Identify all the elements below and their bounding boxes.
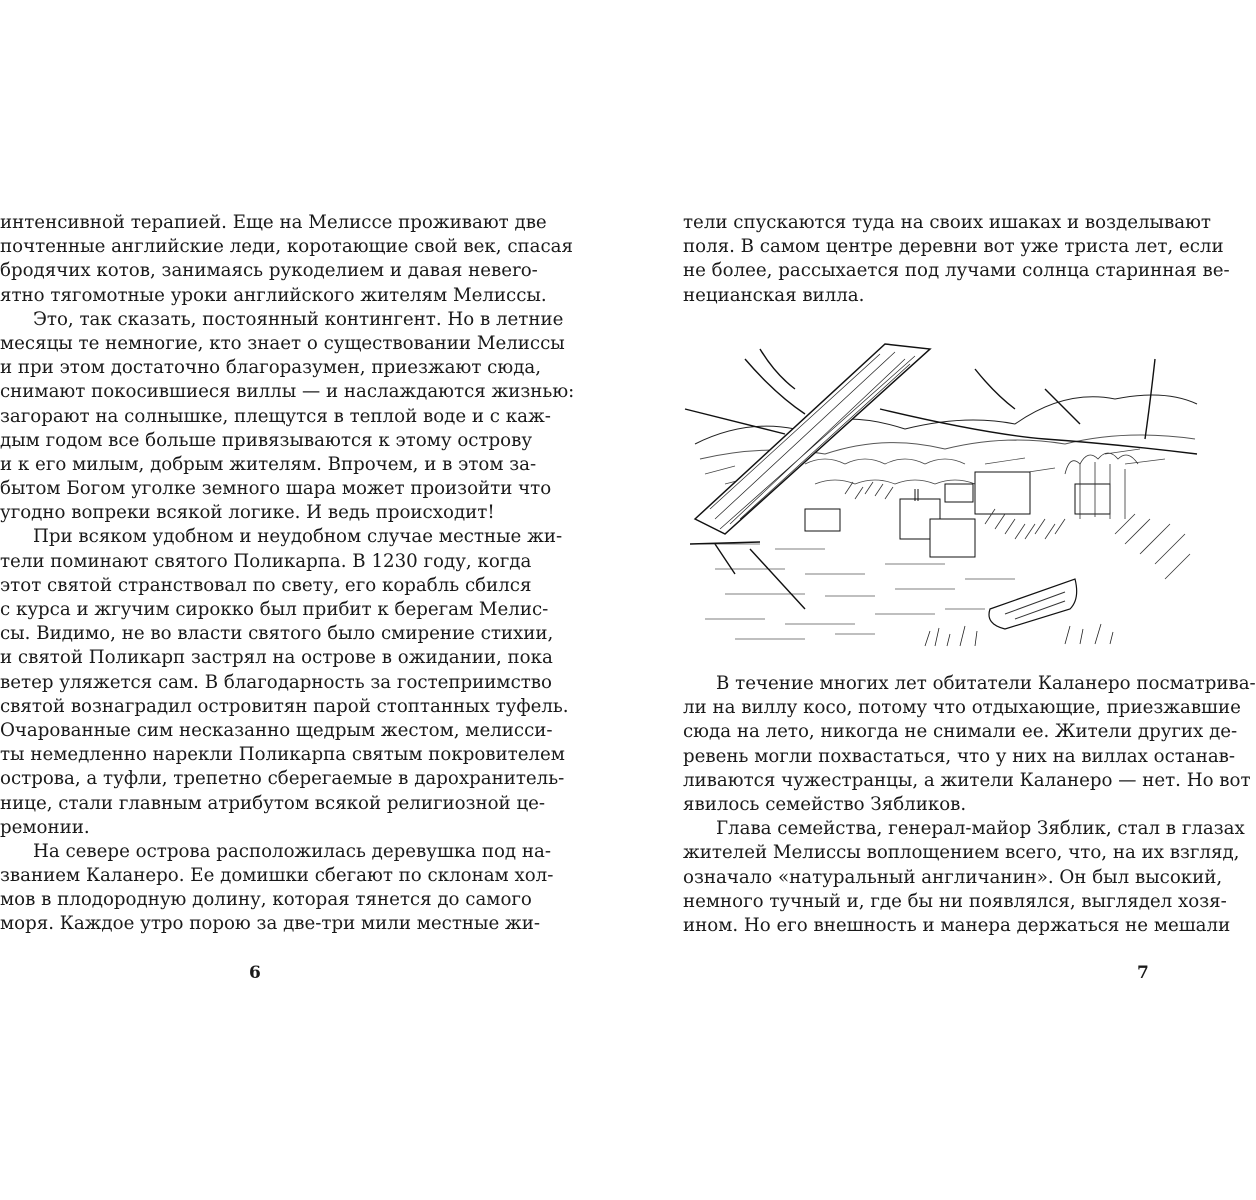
text-line: Это, так сказать, постоянный контингент. Но в летние	[33, 308, 564, 330]
left-page-text	[0, 211, 575, 937]
text-line: бытом Богом уголке земного шара может произойти что	[0, 478, 552, 500]
text-line: не более, рассыхается под лучами солнца старинная ве-	[683, 260, 1230, 282]
text-line: и при этом достаточно благоразумен, приезжают сюда,	[0, 357, 542, 379]
text-line: дым годом все больше привязываются к этому острову	[0, 429, 533, 451]
text-line: ливаются чужестранцы, а жители Каланеро — нет. Но вот	[683, 769, 1251, 791]
page-number-left: 6	[249, 963, 261, 983]
text-line: ятно тягомотные уроки английского жителям Мелиссы.	[0, 284, 547, 306]
text-line: Очарованные сим несказанно щедрым жестом, мелисси-	[0, 719, 553, 741]
text-line: тели спускаются туда на своих ишаках и возделывают	[683, 212, 1211, 233]
text-line: означало «натуральный англичанин». Он был высокий,	[683, 866, 1223, 888]
text-line: ремонии.	[0, 816, 90, 838]
village-bay-illustration	[685, 334, 1200, 652]
text-line: ревень могли похвастаться, что у них на виллах останав-	[683, 745, 1236, 767]
text-line: и к его милым, добрым жителям. Впрочем, и в этом за-	[0, 453, 537, 475]
text-line: острова, а туфли, трепетно сберегаемые в дарохранитель-	[0, 768, 565, 790]
text-line: почтенные английские леди, коротающие свой век, спасая	[0, 236, 573, 258]
text-line: нице, стали главным атрибутом всякой религиозной це-	[0, 792, 546, 814]
text-line: ином. Но его внешность и манера держаться не мешали	[683, 914, 1231, 936]
right-page-text-bottom	[683, 672, 1256, 938]
text-line: нецианская вилла.	[683, 284, 865, 306]
fallen-tree-trunk	[695, 344, 930, 534]
text-line: этот святой странствовал по свету, его корабль сбился	[0, 574, 532, 596]
text-line: На севере острова расположилась деревушка под на-	[33, 840, 552, 862]
mountain-ridge	[695, 395, 1197, 444]
text-line: святой вознаградил островитян парой стоптанных туфель.	[0, 695, 569, 717]
text-line: жителей Мелиссы воплощением всего, что, на их взгляд,	[683, 842, 1240, 864]
page-number-right: 7	[1137, 963, 1149, 983]
text-line: ветер уляжется сам. В благодарность за гостеприимство	[0, 671, 553, 693]
text-line: поля. В самом центре деревни вот уже триста лет, если	[683, 236, 1224, 258]
text-line: сы. Видимо, не во власти святого было смирение стихии,	[0, 623, 554, 645]
text-line: загорают на солнышке, плещутся в теплой воде и с каж-	[0, 405, 551, 427]
water-lines	[700, 544, 1015, 639]
text-line: угодно вопреки всякой логике. И ведь происходит!	[0, 502, 495, 524]
text-line: и святой Поликарп застрял на острове в ожидании, пока	[0, 647, 553, 669]
text-line: В течение многих лет обитатели Каланеро посматрива-	[716, 673, 1256, 694]
text-line: с курса и жгучим сирокко был прибит к берегам Мелис-	[0, 599, 549, 620]
text-line: месяцы те немногие, кто знает о существовании Мелиссы	[0, 332, 565, 354]
text-line: снимают покосившиеся виллы — и наслаждаются жизнью:	[0, 381, 575, 403]
text-line: сюда на лето, никогда не снимали ее. Жители других де-	[683, 721, 1238, 743]
text-line: мов в плодородную долину, которая тянется до самого	[0, 889, 532, 911]
text-line: ты немедленно нарекли Поликарпа святым покровителем	[0, 744, 565, 766]
text-line: При всяком удобном и неудобном случае местные жи-	[33, 526, 563, 548]
text-line: моря. Каждое утро порою за две-три мили местные жи-	[0, 913, 541, 935]
text-line: немного тучный и, где бы ни появлялся, выглядел хозя-	[683, 890, 1227, 912]
text-line: тели поминают святого Поликарпа. В 1230 году, когда	[0, 550, 532, 572]
text-line: званием Каланеро. Ее домишки сбегают по склонам хол-	[0, 865, 554, 887]
text-line: Глава семейства, генерал-майор Зяблик, стал в глазах	[716, 818, 1245, 840]
text-line: ли на виллу косо, потому что отдыхающие, приезжавшие	[683, 697, 1241, 719]
text-line: явилось семейство Зябликов.	[683, 793, 967, 815]
text-line: интенсивной терапией. Еще на Мелиссе проживают две	[0, 212, 547, 233]
text-line: бродячих котов, занимаясь рукоделием и давая невero-	[0, 260, 538, 282]
right-page-text-top	[683, 211, 1230, 308]
